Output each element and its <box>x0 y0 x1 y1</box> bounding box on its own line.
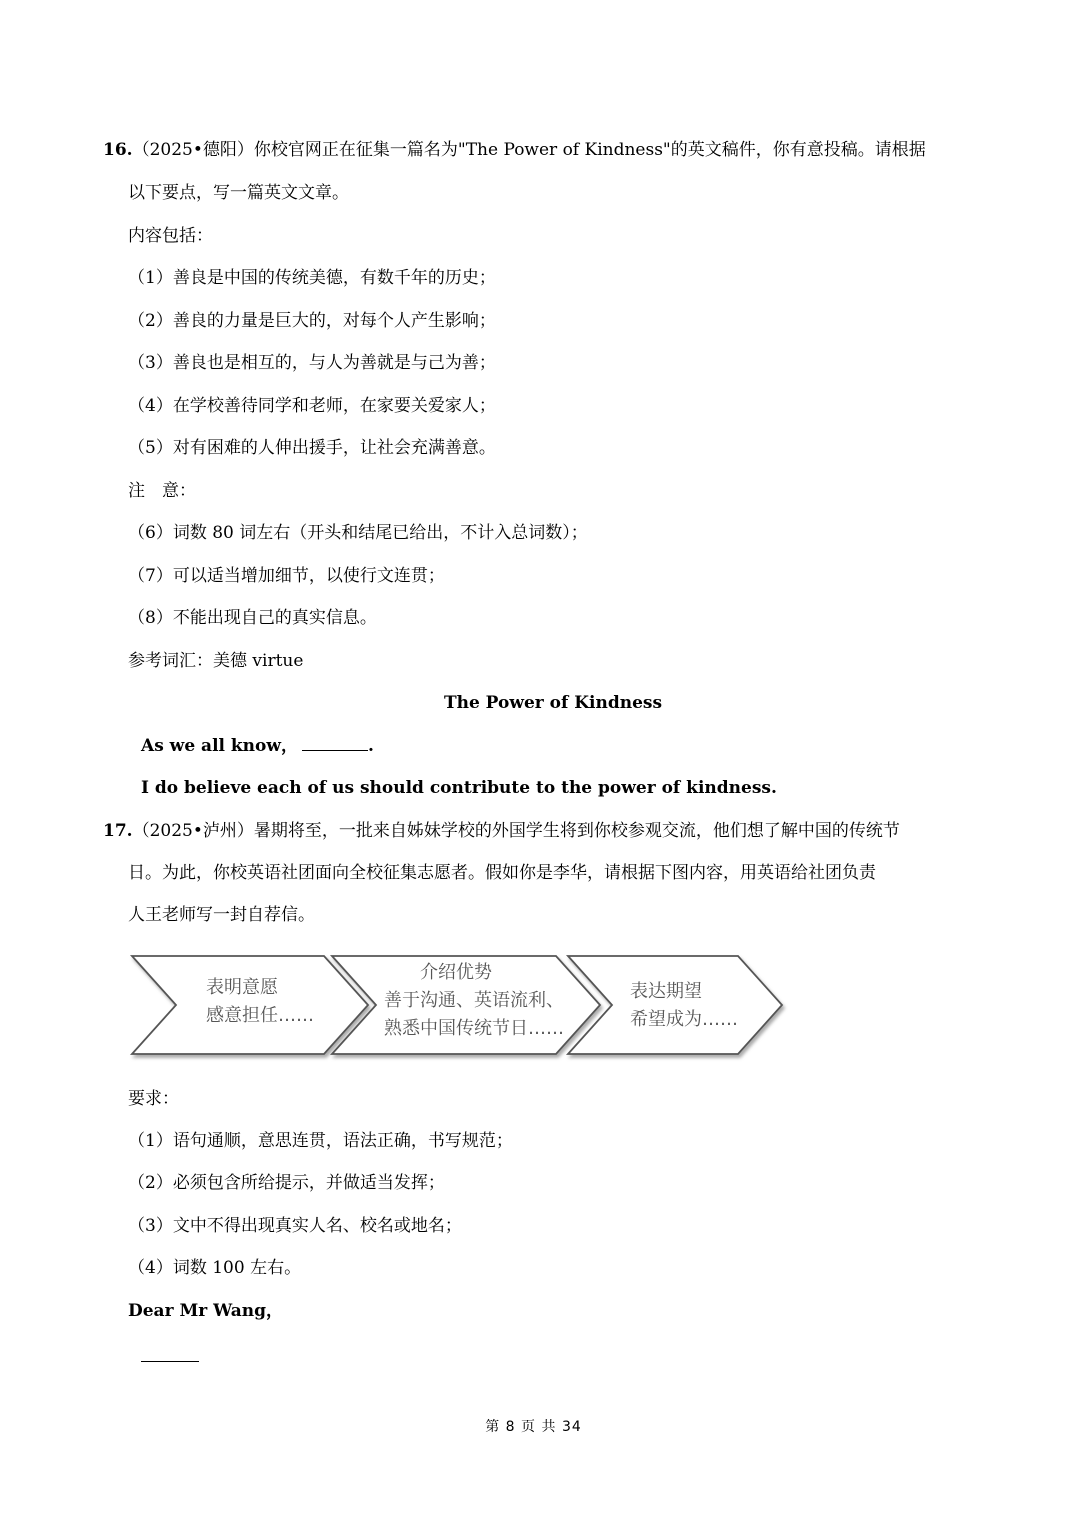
q17-req-2: （2）必须包含所给提示，并做适当发挥； <box>128 1173 445 1193</box>
q16-stem-line1 <box>103 138 926 162</box>
q16-opening-text: As we all know， <box>141 736 299 756</box>
q16-number: 16. <box>103 140 133 160</box>
q16-stem-text: 你校官网正在征集一篇名为"The Power of Kindness"的英文稿件，你有意投稿。请根据 <box>253 140 926 160</box>
page-footer: 第 8 页 共 34 <box>485 1419 582 1435</box>
q16-point-5: （5）对有困难的人伸出援手，让社会充满善意。 <box>128 438 496 458</box>
flow-step-3-text <box>630 978 738 1034</box>
flow-step-2-title: 介绍优势 <box>420 962 492 983</box>
flow-step-1-title: 表明意愿 <box>206 977 278 998</box>
flow-step-1-text <box>206 974 314 1030</box>
q17-stem-line3: 人王老师写一封自荐信。 <box>128 905 315 925</box>
q17-salutation: Dear Mr Wang， <box>128 1301 284 1321</box>
q16-notes-label: 注 意： <box>128 481 196 501</box>
flow-step-3-detail: 希望成为…… <box>630 1009 738 1030</box>
q16-vocab: 参考词汇：美德 virtue <box>128 651 304 671</box>
q16-point-1: （1）善良是中国的传统美德，有数千年的历史； <box>128 268 496 288</box>
q16-note-6: （6）词数 80 词左右（开头和结尾已给出，不计入总词数）； <box>128 523 588 543</box>
q17-req-label: 要求： <box>128 1089 179 1109</box>
q16-point-4: （4）在学校善待同学和老师，在家要关爱家人； <box>128 396 496 416</box>
q16-opening-end: . <box>368 736 374 756</box>
q16-closing: I do believe each of us should contribute to the power of kindness. <box>141 778 777 798</box>
q16-opening <box>141 734 374 758</box>
flow-step-2-detail-1: 善于沟通、英语流利、 <box>384 990 564 1011</box>
q17-stem-line1 <box>103 819 900 843</box>
flow-step-3-title: 表达期望 <box>630 981 702 1002</box>
q17-source: （2025•泸州） <box>132 821 254 841</box>
q17-req-1: （1）语句通顺，意思连贯，语法正确，书写规范； <box>128 1131 513 1151</box>
q16-note-8: （8）不能出现自己的真实信息。 <box>128 608 377 628</box>
q16-essay-title: The Power of Kindness <box>443 693 663 713</box>
flow-step-1-detail: 感意担任…… <box>206 1005 314 1026</box>
q16-stem-line2: 以下要点，写一篇英文文章。 <box>128 183 349 203</box>
flow-step-2-detail-2: 熟悉中国传统节日…… <box>384 1018 564 1039</box>
q17-req-4: （4）词数 100 左右。 <box>128 1258 302 1278</box>
q17-answer-blank[interactable] <box>141 1361 199 1362</box>
q17-stem-line2: 日。为此，你校英语社团面向全校征集志愿者。假如你是李华，请根据下图内容，用英语给社团负责 <box>128 863 876 883</box>
flow-step-2-text <box>384 959 564 1043</box>
q16-answer-blank[interactable] <box>302 734 368 751</box>
q16-point-2: （2）善良的力量是巨大的，对每个人产生影响； <box>128 311 496 331</box>
q16-note-7: （7）可以适当增加细节，以使行文连贯； <box>128 566 445 586</box>
q16-content-label: 内容包括： <box>128 226 213 246</box>
q17-req-3: （3）文中不得出现真实人名、校名或地名； <box>128 1216 462 1236</box>
q17-stem-text: 暑期将至，一批来自姊妹学校的外国学生将到你校参观交流，他们想了解中国的传统节 <box>253 821 900 841</box>
q16-source: （2025•德阳） <box>132 140 254 160</box>
q17-number: 17. <box>103 821 133 841</box>
q16-point-3: （3）善良也是相互的，与人为善就是与己为善； <box>128 353 496 373</box>
q17-flow-diagram <box>128 950 788 1062</box>
